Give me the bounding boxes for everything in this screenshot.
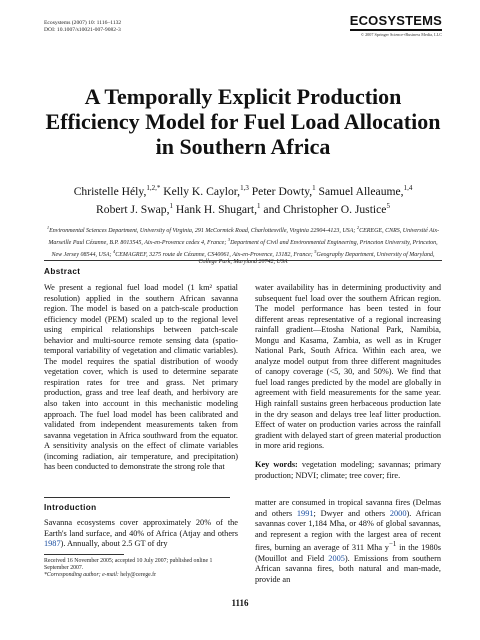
author-affil-sup: 1 — [169, 201, 173, 210]
abstract-heading: Abstract — [44, 267, 81, 276]
abstract-right-column: water availability has in determining productivity and subsequent fuel load over the southern African region. The model performance has been tested in four different areas representative of a regional increasing rainfall gradient—Etosha National Park, Namibia, Mongu and Kasama, Zambia, as well as in Kruger National Park, South Africa. Within each area, we analyze model output from three different magnitudes of canopy coverage (<5, 30, and 50%). We find that fuel load ranges predicted by the model are globally in agreement with field measurements for the same year. High rainfall sustains green herbaceous production late in the dry season and delays tree leaf litter production. Effect of water on production varies across the rainfall gradient with delayed start of green material production in more arid regions. — [255, 283, 441, 451]
keywords-label: Key words: — [255, 460, 298, 469]
author-affil-sup: 1 — [312, 184, 316, 192]
intro-text: ; Dwyer and others — [313, 508, 390, 518]
affil-sup: 1 — [46, 225, 50, 230]
intro-text: in the 1980s (Mouillot and Field — [255, 542, 441, 563]
author-line-1 — [44, 181, 442, 199]
affil-text: Geography Department, University of Maryland, College Park, Maryland 20742, USA — [198, 251, 435, 266]
journal-citation: Ecosystems (2007) 10: 1116–1132 — [44, 20, 122, 26]
intro-right-column — [255, 498, 441, 585]
author-affil-sup: 5 — [386, 201, 390, 210]
affil-text: Environmental Sciences Department, University of Virginia, 291 McCormick Road, Charlottesville, Virginia 22904-4123, USA; — [49, 228, 356, 234]
affil-text: CEREGE, CNRS, Université Aix-Marseille Paul Cézanne, B.P. 8013545, Aix-en-Provence cedex 4, France; — [48, 228, 440, 246]
author-affil-sup: 1,3 — [240, 184, 249, 192]
section-rule — [44, 260, 442, 261]
intro-left-column — [44, 518, 238, 550]
keywords — [255, 460, 441, 481]
affil-sup: 2 — [356, 225, 360, 230]
citation-link[interactable]: 1991 — [296, 508, 314, 518]
author-list — [44, 181, 442, 217]
footnote-rule — [44, 554, 124, 555]
intro-text: ). African savannas cover 1,184 Mha, or 48% of global savannas, and represent a region with the largest area of recent fires, burning an average of 311 Mha y — [255, 508, 441, 552]
journal-logo — [350, 14, 442, 37]
author-name: Robert J. Swap, — [96, 202, 170, 216]
affil-sup: 3 — [227, 236, 231, 242]
author-name: Samuel Alleaume, — [315, 184, 404, 198]
logo-underline — [350, 29, 442, 31]
author-email[interactable]: hely@cerege.fr — [118, 572, 157, 579]
citation-link[interactable]: 2005 — [328, 553, 345, 563]
author-name: Kelly K. Caylor, — [160, 184, 241, 198]
page-number: 1116 — [231, 598, 249, 608]
author-affil-sup: 1,4 — [403, 184, 413, 192]
keywords-text: vegetation modeling; savannas; primary production; NDVI; climate; tree cover; fire. — [255, 460, 441, 480]
affil-sup: 5 — [314, 248, 317, 254]
unit-sup: −1 — [388, 541, 397, 549]
citation-link[interactable]: 2000 — [389, 508, 407, 518]
section-rule — [44, 497, 230, 498]
author-name: Christelle Hély, — [73, 184, 147, 198]
author-line-2 — [44, 199, 442, 217]
footnote — [44, 558, 238, 580]
logo-copyright: © 2007 Springer Science+Business Media, LLC — [360, 32, 442, 37]
author-name: Peter Dowty, — [248, 184, 313, 198]
affil-text: CEMAGREF, 3275 route de Cézanne, CS40061, Aix-en-Provence, 13182, France; — [115, 251, 313, 258]
intro-text: matter are consumed in tropical savanna fires (Delmas and others — [255, 498, 441, 518]
affil-sup: 4 — [113, 248, 116, 254]
intro-text: ). Annually, about 2.5 GT of dry — [60, 539, 168, 549]
received-dates: Received 16 November 2005; accepted 10 July 2007; published online 1 September 2007. — [44, 558, 213, 572]
intro-text: ). Emissions from southern African savanna fires, both natural and man-made, provide an — [255, 553, 441, 584]
introduction-heading: Introduction — [44, 503, 97, 512]
author-affil-sup: 1,2,* — [146, 184, 161, 192]
journal-doi: DOI: 10.1007/s10021-007-9082-3 — [44, 27, 121, 33]
affil-text: Department of Civil and Environmental Engineering, Princeton University, Princeton, New Jersey 08544, USA; — [51, 239, 438, 258]
corresponding-label: *Corresponding author; e-mail: — [44, 572, 119, 579]
paper-title: A Temporally Explicit Production Efficiency Model for Fuel Load Allocation in Southern Africa — [45, 84, 441, 159]
corresponding-author — [44, 572, 238, 579]
logo-wordmark: ECOSYSTEMS — [349, 13, 442, 28]
author-affil-sup: 1 — [257, 201, 261, 210]
intro-text: Savanna ecosystems cover approximately 20% of the Earth's land surface, and 40% of Africa (Atjay and others — [44, 518, 238, 538]
author-name: and Christopher O. Justice — [260, 202, 387, 216]
citation-link[interactable]: 1987 — [44, 539, 61, 549]
abstract-left-column: We present a regional fuel load model (1 km² spatial resolution) applied in the southern African savanna region. The model is based on a patch-scale production efficiency model (PEM) scaled up to the regional level using empirical relationships between patch-scale behavior and multi-source remote sensing data (spatio-temporal variability of vegetation and climatic variables). The model requires the spatial distribution of woody vegetation cover, which is used to determine separate respiration rates for tree and grass. Net primary production, grass and tree leaf death, and herbivory are also taken into account in this mechanistic modeling approach. The fuel load model has been calibrated and validated from independent measurements taken from savanna vegetation in Africa southward from the equator. A sensitivity analysis on the effect of climate variables (incoming radiation, air temperature, and precipitation) has been conducted to demonstrate the strong role that — [44, 283, 238, 472]
author-name: Hank H. Shugart, — [172, 202, 258, 216]
